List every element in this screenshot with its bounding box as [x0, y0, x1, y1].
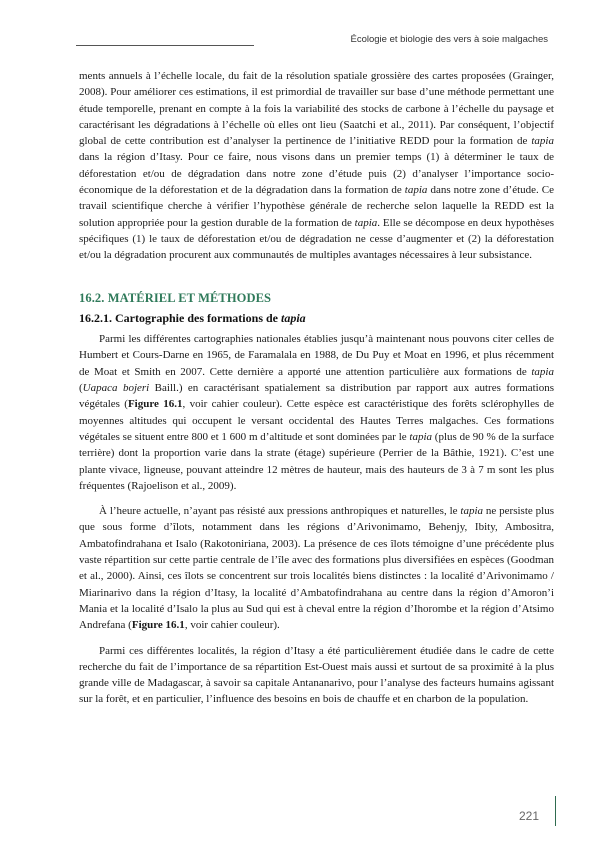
paragraph-3 [79, 643, 554, 708]
italic-term: tapia [531, 365, 554, 378]
text-run: dans la région d’Itasy. Pour ce faire, nous visons dans un premier temps (1) à déterminer le taux de déforestation et/ou de dégradation dans notre zone d’étude puis (2) d’analyser l’importance socio-économique de la déforestation et de la dégradation dans la formation de [79, 151, 554, 197]
intro-paragraph [79, 68, 554, 264]
text-run: (plus de 90 % de la surface terrière) dont la proportion varie dans la strate (étage) supérieure (Perrier de la Bâthie, 1921). C’est une plante vivace, ligneuse, pouvant atteindre 12 mètres de hauteur, mais des hauteurs de 3 à 7 m sont les plus fréquentes (Rajoelison et al., 2009). [79, 430, 555, 492]
italic-term: tapia [531, 135, 554, 148]
italic-term: tapia [409, 430, 433, 443]
page-number-rule [555, 796, 556, 826]
text-run: ments annuels à l’échelle locale, du fait de la résolution spatiale grossière des cartes proposées (Grainger, 2008). Pour améliorer ces estimations, il est primordial de travailler sur base d’une méthode permettant une étude temporelle, prenant en compte à la fois la variabilité des stocks de carbone à l’échelle du paysage et caractérisant les dégradations à l’échelle où elles ont lieu (Saatchi et al., 2011). Par conséquent, l’objectif global de cette contribution est d’analyser la pertinence de l’initiative REDD pour la formation de [79, 70, 554, 148]
section-heading: 16.2. MATÉRIEL ET MÉTHODES [79, 290, 272, 305]
italic-term: tapia [354, 216, 378, 229]
text-run: Parmi ces différentes localités, la région d’Itasy a été particulièrement étudiée dans le cadre de cette recherche du fait de l’importance de sa répartition Est-Ouest mais aussi et surtout de sa proximité à la plus grande ville de Madagascar, à savoir sa capitale Antananarivo, pour l’analyse des facteurs humains agissant sur la forêt, et en particulier, l’influence des besoins en bois de chauffe et en charbon de la population. [79, 644, 554, 706]
subsection-heading [79, 310, 554, 326]
page-number: 221 [519, 809, 540, 823]
subsection-title: 16.2.1. Cartographie des formations de [79, 310, 281, 325]
italic-term: tapia [280, 310, 306, 325]
text-run: , voir cahier couleur). Cette espèce est caractéristique des forêts sclérophylles de moyennes altitudes qui occupent le versant occidental des Hautes Terres malgaches. Ces formations végétales se situent entre 800 et 1 600 m d’altitude et sont dominées par le [79, 398, 554, 443]
text-run: Parmi les différentes cartographies nationales établies jusqu’à maintenant nous pouvons citer celles de Humbert et Cours-Darne en 1965, de Faramalala en 1988, de Du Puy et Moat en 1996, et plus récemment de Moat et Smith en 2007. Cette dernière a apporté une attention particulière aux formations de [79, 333, 554, 378]
text-run: Baill.) en caractérisant spatialement sa distribution par rapport aux autres formations végétales ( [79, 382, 554, 411]
figure-reference: Figure 16.1 [127, 398, 183, 411]
italic-term: Uapaca bojeri [82, 382, 150, 395]
body-text [79, 68, 554, 708]
paragraph-1 [79, 331, 554, 494]
header-rule [76, 45, 254, 46]
italic-term: tapia [460, 505, 484, 518]
text-run: dans notre zone d’étude. Ce travail scientifique cherche à vérifier l’hypothèse générale de recherche selon laquelle la REDD est la solution appropriée pour la gestion durable de la formation de [79, 184, 555, 229]
text-run: À l’heure actuelle, n’ayant pas résisté aux pressions anthropiques et naturelles, le [99, 505, 461, 518]
figure-reference: Figure 16.1 [131, 619, 185, 632]
text-run: , voir cahier couleur). [184, 619, 280, 632]
paragraph-2 [79, 503, 554, 633]
text-run: . Elle se décompose en deux hypothèses spécifiques (1) le taux de déforestation et/ou de dégradation ne cesse d’augmenter et (2) la déforestation et/ou la dégradation procurent aux communautés de multiples avantages nécessaires à leur subsistance. [79, 216, 554, 262]
text-run: ( [79, 382, 83, 395]
running-head: Écologie et biologie des vers à soie malgaches [350, 34, 548, 45]
text-run: ne persiste plus que sous forme d’îlots, notamment dans les régions d’Arivonimamo, Behenjy, Ibity, Ambositra, Ambatofindrahana et Isalo (Rakotoniriana, 2003). La présence de ces îlots témoigne d’une précédente plus vaste répartition sur cette partie centrale de l’île avec des formations plus diversifiées en espèces (Goodman et al., 2000). Ainsi, ces îlots se concentrent sur trois localités biens distinctes : la localité d’Arivonimamo / Miarinarivo dans la région d’Itasy, la localité d’Ambatofindrahana au centre dans la région d’Amoron’i Mania et la localité d’Isalo la plus au Sud qui est à cheval entre la région d’Ihorombe et la région d’Atsimo Andrefana ( [79, 505, 554, 632]
italic-term: tapia [404, 184, 428, 197]
